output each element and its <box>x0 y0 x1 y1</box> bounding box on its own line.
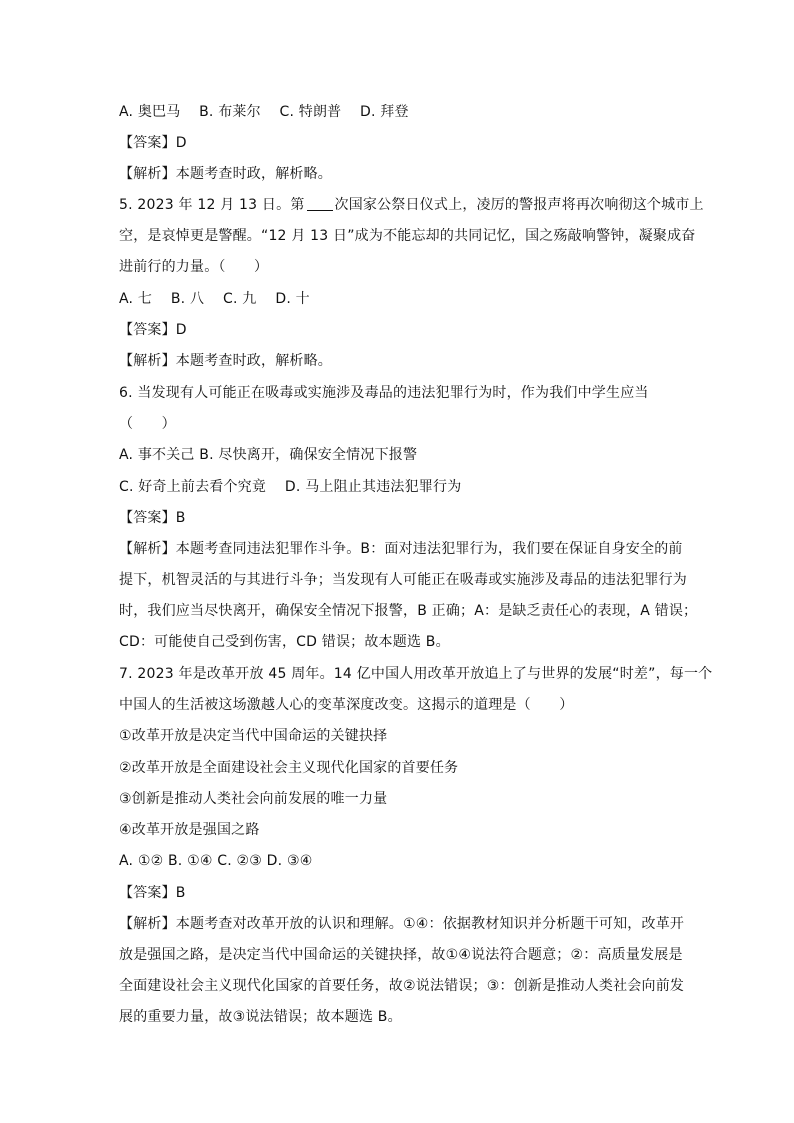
q4-options <box>119 102 679 122</box>
q4-analysis: 【解析】本题考查时政，解析略。 <box>119 166 332 182</box>
q5-analysis: 【解析】本题考查时政，解析略。 <box>119 353 332 369</box>
q6-options-line-1: A. 事不关己 B. 尽快离开，确保安全情况下报警 <box>119 447 418 463</box>
q5-stem-line-2: 空，是哀悼更是警醒。“12 月 13 日”成为不能忘却的共同记忆，国之殇敲响警钟，凝聚成奋 <box>119 228 696 244</box>
q7-item-1: ①改革开放是决定当代中国命运的关键抉择 <box>119 728 388 744</box>
q6-answer: 【答案】B <box>119 510 186 526</box>
q5-options: A. 七 B. 八 C. 九 D. 十 <box>119 291 310 307</box>
q5-stem-line-3: 进前行的力量。（ ） <box>119 259 269 275</box>
q4-answer: 【答案】D <box>119 135 187 151</box>
q4-option-a: A. 奥巴马 <box>119 104 181 120</box>
q7-analysis-line-1: 【解析】本题考查对改革开放的认识和理解。①④：依据教材知识并分析题干可知，改革开 <box>119 916 685 932</box>
q7-stem-line-1: 7. 2023 年是改革开放 45 周年。14 亿中国人用改革开放追上了与世界的发展“时差”，每一个 <box>119 666 713 682</box>
q5-answer: 【答案】D <box>119 322 187 338</box>
q5-fill-blank <box>307 196 333 211</box>
q7-analysis-line-4: 展的重要力量，故③说法错误；故本题选 B。 <box>119 1009 402 1025</box>
q7-stem-line-2: 中国人的生活被这场激越人心的变革深度改变。这揭示的道理是（ ） <box>119 697 574 713</box>
q6-analysis-line-1: 【解析】本题考查同违法犯罪作斗争。B：面对违法犯罪行为，我们要在保证自身安全的前 <box>119 541 683 557</box>
q6-analysis-line-3: 时，我们应当尽快离开，确保安全情况下报警，B 正确；A：是缺乏责任心的表现，A 错误； <box>119 603 698 619</box>
q7-item-2: ②改革开放是全面建设社会主义现代化国家的首要任务 <box>119 760 459 776</box>
q5-stem-line-1 <box>119 195 704 215</box>
q5-stem-part-1: 5. 2023 年 12 月 13 日。第 <box>119 197 305 213</box>
q6-options-line-2: C. 好奇上前去看个究竟 D. 马上阻止其违法犯罪行为 <box>119 479 462 495</box>
q6-analysis-line-4: CD：可能使自己受到伤害，CD 错误；故本题选 B。 <box>119 634 450 650</box>
q7-item-3: ③创新是推动人类社会向前发展的唯一力量 <box>119 791 388 807</box>
q7-item-4: ④改革开放是强国之路 <box>119 822 260 838</box>
q6-stem-line-1: 6. 当发现有人可能正在吸毒或实施涉及毒品的违法犯罪行为时，作为我们中学生应当 <box>119 385 649 401</box>
q7-answer: 【答案】B <box>119 885 186 901</box>
q7-options: A. ①② B. ①④ C. ②③ D. ③④ <box>119 853 313 869</box>
q7-analysis-line-2: 放是强国之路，是决定当代中国命运的关键抉择，故①④说法符合题意；②：高质量发展是 <box>119 947 683 963</box>
q6-stem-line-2: （ ） <box>119 416 176 432</box>
q6-analysis-line-2: 提下，机智灵活的与其进行斗争；当发现有人可能正在吸毒或实施涉及毒品的违法犯罪行为 <box>119 572 687 588</box>
q4-option-d: D. 拜登 <box>360 104 409 120</box>
q5-stem-part-2: 次国家公祭日仪式上，凌厉的警报声将再次响彻这个城市上 <box>334 197 704 213</box>
q4-option-b: B. 布莱尔 <box>199 104 261 120</box>
q7-analysis-line-3: 全面建设社会主义现代化国家的首要任务，故②说法错误；③：创新是推动人类社会向前发 <box>119 978 685 994</box>
q4-option-c: C. 特朗普 <box>279 104 342 120</box>
